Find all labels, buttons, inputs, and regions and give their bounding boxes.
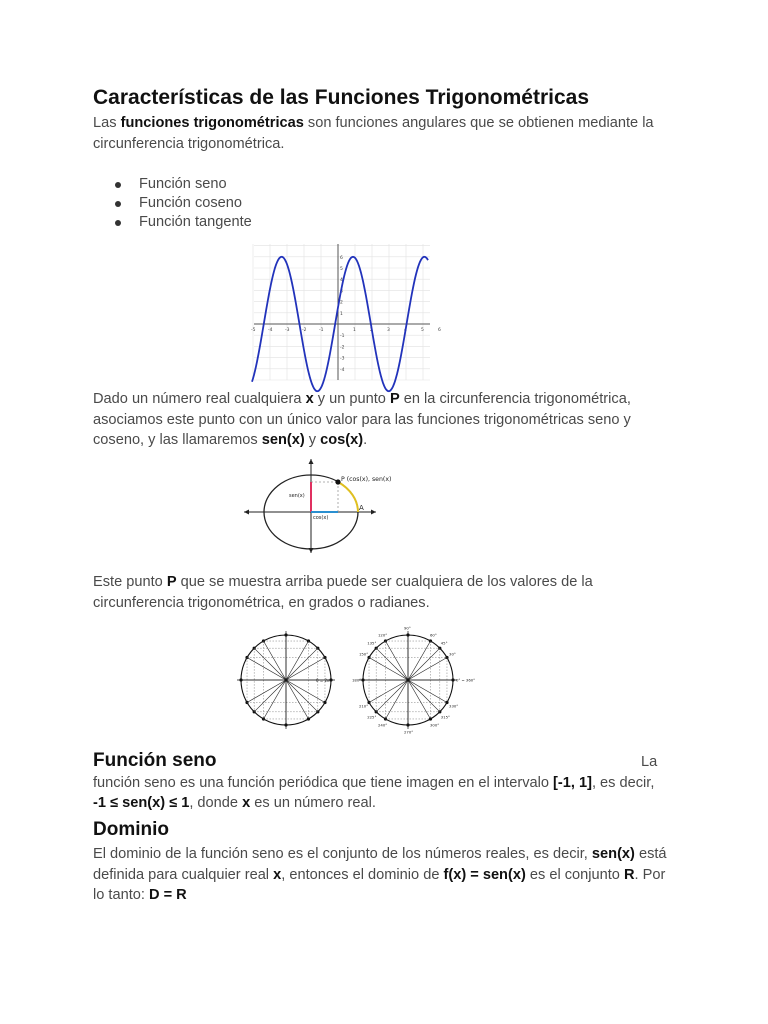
x-tick-label: -4 (268, 328, 273, 333)
angle-label: 120° (378, 632, 388, 638)
unit-circle-point-figure (240, 455, 392, 555)
angle-label: 330° (449, 703, 459, 709)
angle-label: 210° (358, 703, 369, 709)
y-tick-label: 4 (340, 278, 343, 284)
y-tick-label: 3 (340, 289, 343, 295)
x-tick-label: 3 (387, 328, 390, 333)
angle-label: 180° (352, 677, 362, 683)
intro-paragraph (93, 113, 673, 154)
x-tick-label: -2 (302, 328, 307, 333)
section-heading-dominio: Dominio (93, 819, 169, 840)
cos-label: cos(x) (313, 515, 329, 521)
arrow-up-icon (309, 459, 314, 464)
bullet-icon (115, 220, 121, 226)
angle-label: 45° (440, 640, 448, 646)
y-tick-label: 1 (340, 311, 343, 317)
x-tick-label: -3 (285, 328, 290, 333)
angle-label: 30° (449, 651, 456, 657)
angle-point (323, 701, 326, 704)
point-paragraph: Dado un número real cualquiera x y un punto P en la circunferencia trigonométrica, asociamos este punto con un único valor para las funciones trigonométricas seno y coseno, y las llamaremos sen(x) y cos(x). (93, 391, 631, 448)
bullet-icon (115, 201, 121, 207)
x-tick-label: 5 (421, 328, 424, 333)
x-tick-label: 2 (370, 328, 373, 333)
x-tick-label: -5 (251, 328, 256, 333)
page-title: Características de las Funciones Trigonométricas (93, 86, 590, 109)
point-p (335, 479, 340, 484)
seno-paragraph: La función seno es una función periódica que tiene imagen en el intervalo [-1, 1], es decir, -1 ≤ sen(x) ≤ 1, donde x es un número real. (93, 754, 658, 811)
unit-circle-degrees-figure (348, 622, 476, 740)
angle-label: 240° (378, 722, 388, 728)
list-item: Función tangente (93, 213, 252, 232)
x-tick-label: 4 (404, 328, 407, 333)
angle-label: 225° (367, 714, 377, 720)
y-tick-label: -4 (340, 367, 345, 373)
angle-point (429, 717, 432, 720)
intro-text-2: son funciones angulares que se obtienen mediante la circunferencia trigonométrica. (93, 115, 654, 152)
angle-label: 300° (430, 722, 440, 728)
arrow-right-icon (371, 510, 376, 515)
arrow-left-icon (244, 510, 249, 515)
angle-label: 60° (430, 632, 437, 638)
angle-label: 315° (440, 714, 450, 720)
section-heading-seno: Función seno (93, 750, 217, 771)
angle-label: 90° (404, 625, 411, 631)
y-tick-label: 5 (340, 267, 343, 272)
angle-label: 150° (358, 651, 369, 657)
angle-label: 0 = 2π (316, 678, 330, 683)
angle-point (307, 717, 310, 720)
point-label: P (cos(x), sen(x) (341, 476, 392, 483)
x-tick-label: 1 (353, 328, 356, 333)
arc-highlight (338, 482, 358, 512)
dominio-paragraph: El dominio de la función seno es el conjunto de los números reales, es decir, sen(x) está definida para cualquier real x, entonces el dominio de f(x) = sen(x) es el conjunto R. Por lo tanto: D = R (93, 846, 667, 903)
y-tick-label: -2 (340, 345, 345, 351)
x-tick-label: -1 (319, 328, 324, 333)
angle-label: 0° = 360° (456, 677, 476, 683)
point-any-paragraph: Este punto P que se muestra arriba puede ser cualquiera de los valores de la circunferencia trigonométrica, en grados o radianes. (93, 574, 593, 611)
a-label: A (359, 504, 364, 512)
angle-label: 270° (404, 729, 414, 735)
list-item: Función seno (93, 175, 252, 194)
y-tick-label: -1 (340, 334, 345, 340)
y-tick-label: 2 (340, 300, 343, 306)
intro-text-1: Las (93, 115, 121, 131)
y-tick-label: 6 (340, 255, 343, 261)
intro-bold-1: funciones trigonométricas (120, 115, 304, 131)
y-tick-label: -3 (340, 356, 345, 362)
list-item: Función coseno (93, 194, 252, 213)
sine-graph-figure (251, 242, 441, 382)
x-tick-label: 6 (438, 328, 441, 333)
angle-label: 135° (367, 640, 377, 646)
function-list (93, 175, 252, 232)
unit-circle-radians-figure (228, 622, 346, 740)
bullet-icon (115, 182, 121, 188)
sin-label: sen(x) (289, 493, 305, 499)
